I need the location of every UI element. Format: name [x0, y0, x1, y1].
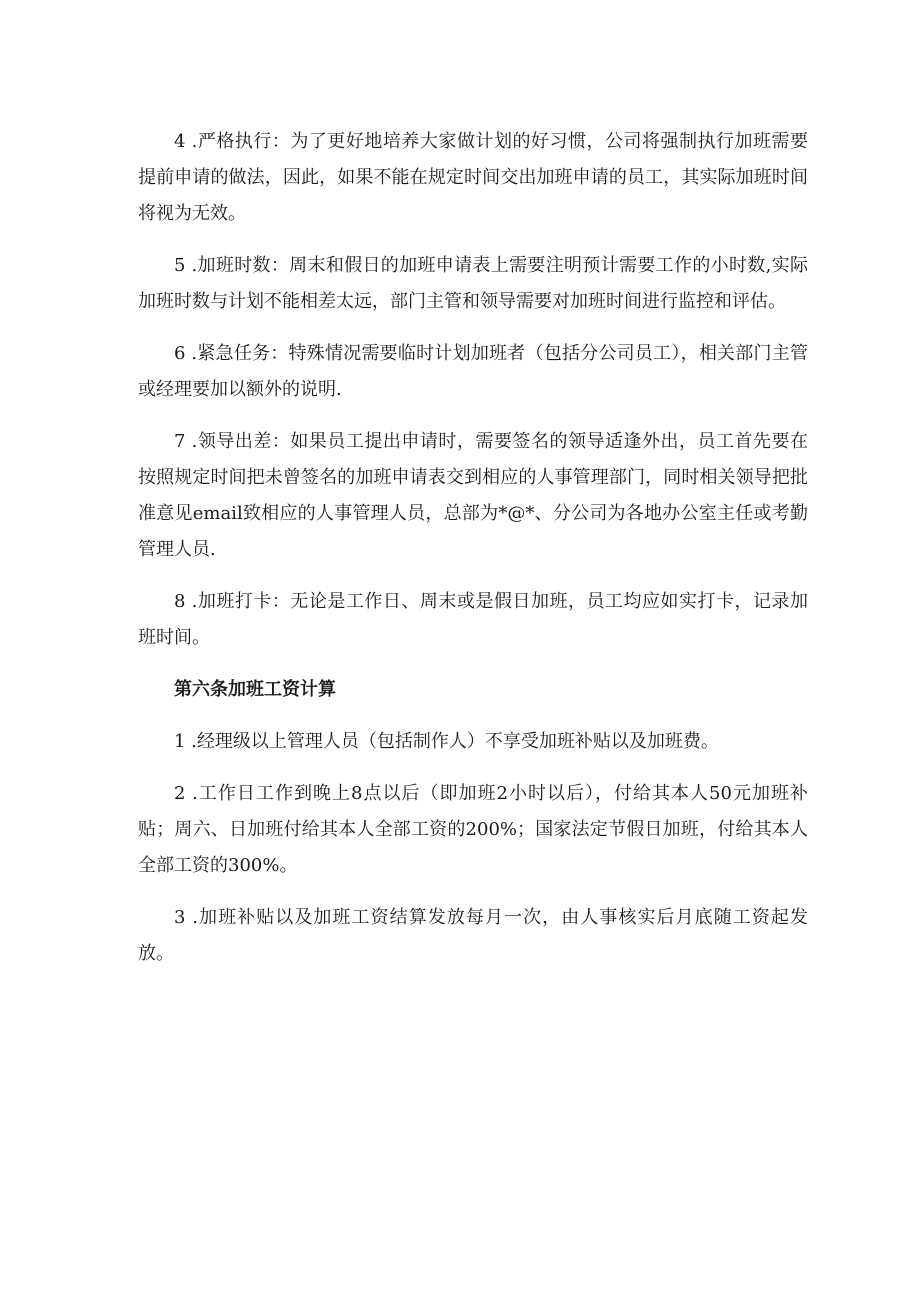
paragraph-1-manager-exclusion: 1 .经理级以上管理人员（包括制作人）不享受加班补贴以及加班费。: [174, 731, 719, 752]
paragraph-7-leader-travel: 7 .领导出差：如果员工提出申请时，需要签名的领导适逢外出，员工首先要在按照规定时间把未曾签名的加班申请表交到相应的人事管理部门，同时相关领导把批准意见email致相应的人事管理人员，总部为*@*、分公司为各地办公室主任或考勤管理人员.: [138, 431, 808, 560]
section-heading-article-6: 第六条加班工资计算: [174, 679, 336, 700]
paragraph-2-overtime-pay-rates: 2 .工作日工作到晚上8点以后（即加班2小时以后），付给其本人50元加班补贴；周六、日加班付给其本人全部工资的200%；国家法定节假日加班，付给其本人全部工资的300%。: [138, 783, 808, 876]
paragraph-6-urgent-task: 6 .紧急任务：特殊情况需要临时计划加班者（包括分公司员工），相关部门主管或经理要加以额外的说明.: [138, 343, 808, 400]
paragraph-5-overtime-hours: 5 .加班时数：周末和假日的加班申请表上需要注明预计需要工作的小时数,实际加班时数与计划不能相差太远，部门主管和领导需要对加班时间进行监控和评估。: [138, 255, 808, 312]
paragraph-3-settlement: 3 .加班补贴以及加班工资结算发放每月一次，由人事核实后月底随工资起发放。: [138, 907, 808, 964]
paragraph-8-clock-in: 8 .加班打卡：无论是工作日、周末或是假日加班，员工均应如实打卡，记录加班时间。: [138, 591, 808, 648]
paragraph-4-strict-execution: 4 .严格执行：为了更好地培养大家做计划的好习惯，公司将强制执行加班需要提前申请的做法，因此，如果不能在规定时间交出加班申请的员工，其实际加班时间将视为无效。: [138, 131, 808, 224]
